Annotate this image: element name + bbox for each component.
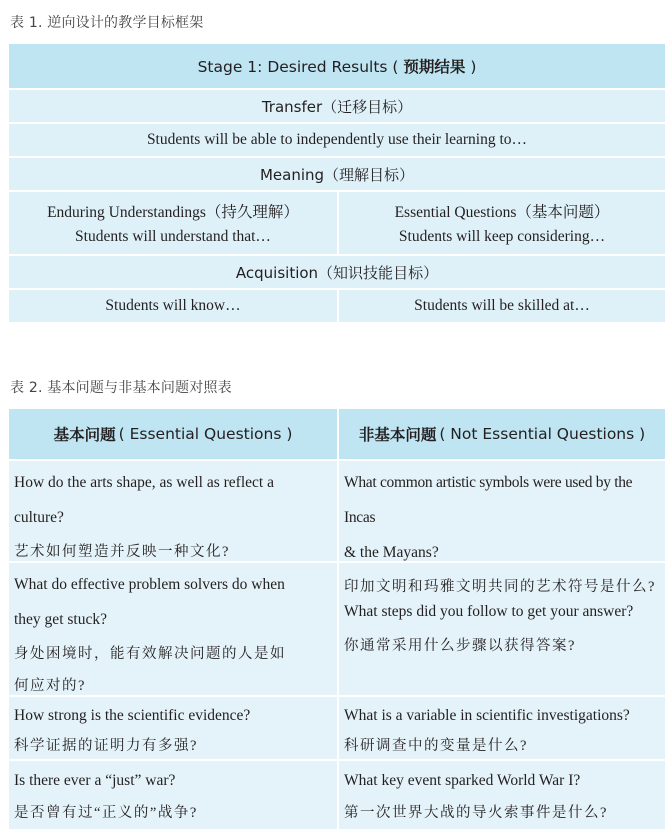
- stage-title-en: Stage 1: Desired Results (: [197, 58, 404, 76]
- question-line: How strong is the scientific evidence?: [14, 707, 251, 724]
- question-line: What key event sparked World War I?: [344, 772, 581, 789]
- question-zh: 科学证据的证明力有多强?: [14, 738, 198, 754]
- table-row: [9, 695, 665, 759]
- question-zh: 身处困境时，能有效解决问题的人是如: [14, 646, 286, 662]
- non-essential-question-cell: [337, 461, 665, 595]
- enduring-understandings-title: Enduring Understandings（持久理解）: [47, 204, 299, 221]
- question-line: Is there ever a “just” war?: [14, 772, 176, 789]
- stage-title-zh: 预期结果: [403, 58, 466, 76]
- backward-design-table: [9, 44, 665, 322]
- essential-question-cell: [9, 697, 337, 759]
- acquisition-heading-row: [9, 254, 665, 288]
- question-line: & the Mayans?: [344, 544, 439, 561]
- question-line: What steps did you follow to get your answer?: [344, 603, 634, 620]
- question-line: culture?: [14, 509, 64, 526]
- table-row: [9, 759, 665, 829]
- table1-caption: 表 1. 逆向设计的教学目标框架: [10, 15, 204, 31]
- header-not-essential-zh: 非基本问题: [358, 426, 437, 444]
- acquisition-detail-row: [9, 288, 665, 322]
- students-will-know-cell: Students will know…: [9, 290, 337, 322]
- enduring-understandings-cell: [9, 192, 337, 254]
- table2-caption: 表 2. 基本问题与非基本问题对照表: [10, 380, 232, 396]
- transfer-heading: Transfer（迁移目标）: [9, 90, 665, 122]
- question-zh: 第一次世界大战的导火索事件是什么?: [344, 805, 608, 821]
- essential-question-cell: [9, 761, 337, 829]
- question-zh: 科研调查中的变量是什么?: [344, 738, 528, 754]
- question-zh: 印加文明和玛雅文明共同的艺术符号是什么?: [344, 579, 656, 595]
- header-not-essential-questions: [337, 409, 665, 459]
- transfer-heading-row: [9, 88, 665, 122]
- question-line: What is a variable in scientific investigations?: [344, 707, 630, 724]
- stage-title-close: ): [465, 58, 477, 76]
- transfer-text: Students will be able to independently use their learning to…: [9, 124, 665, 156]
- question-line: How do the arts shape, as well as reflect a: [14, 474, 274, 491]
- students-skilled-at-cell: Students will be skilled at…: [337, 290, 665, 322]
- question-line: they get stuck?: [14, 611, 107, 628]
- essential-question-cell: [9, 563, 337, 695]
- question-zh: 何应对的?: [14, 678, 86, 694]
- essential-questions-cell: [337, 192, 665, 254]
- acquisition-heading: Acquisition（知识技能目标）: [9, 256, 665, 288]
- non-essential-question-cell: [337, 761, 665, 829]
- stage-title-text: [198, 55, 477, 77]
- question-line: What common artistic symbols were used by the Incas: [344, 474, 633, 526]
- meaning-detail-row: [9, 190, 665, 254]
- header-essential-en: ( Essential Questions ): [118, 425, 293, 443]
- essential-questions-title: Essential Questions（基本问题）: [394, 204, 610, 221]
- header-essential-questions: [9, 409, 337, 459]
- header-essential-zh: 基本问题: [53, 426, 116, 444]
- transfer-text-row: [9, 122, 665, 156]
- question-zh: 你通常采用什么步骤以获得答案?: [344, 638, 576, 654]
- header-not-essential-en: ( Not Essential Questions ): [439, 425, 646, 443]
- enduring-understandings-text: Students will understand that…: [75, 228, 271, 245]
- question-line: What do effective problem solvers do when: [14, 576, 285, 593]
- stage-row: [9, 44, 665, 88]
- meaning-heading-row: [9, 156, 665, 190]
- meaning-heading: Meaning（理解目标）: [9, 158, 665, 190]
- non-essential-question-cell: [337, 697, 665, 759]
- non-essential-question-cell: [337, 563, 665, 695]
- stage-title: [9, 44, 665, 88]
- essential-questions-table: [9, 409, 665, 829]
- question-zh: 艺术如何塑造并反映一种文化?: [14, 544, 230, 560]
- essential-questions-text: Students will keep considering…: [398, 228, 606, 245]
- question-zh: 是否曾有过“正义的”战争?: [14, 805, 198, 821]
- essential-question-cell: [9, 461, 337, 561]
- table2-header-row: [9, 409, 665, 459]
- table-row: [9, 561, 665, 695]
